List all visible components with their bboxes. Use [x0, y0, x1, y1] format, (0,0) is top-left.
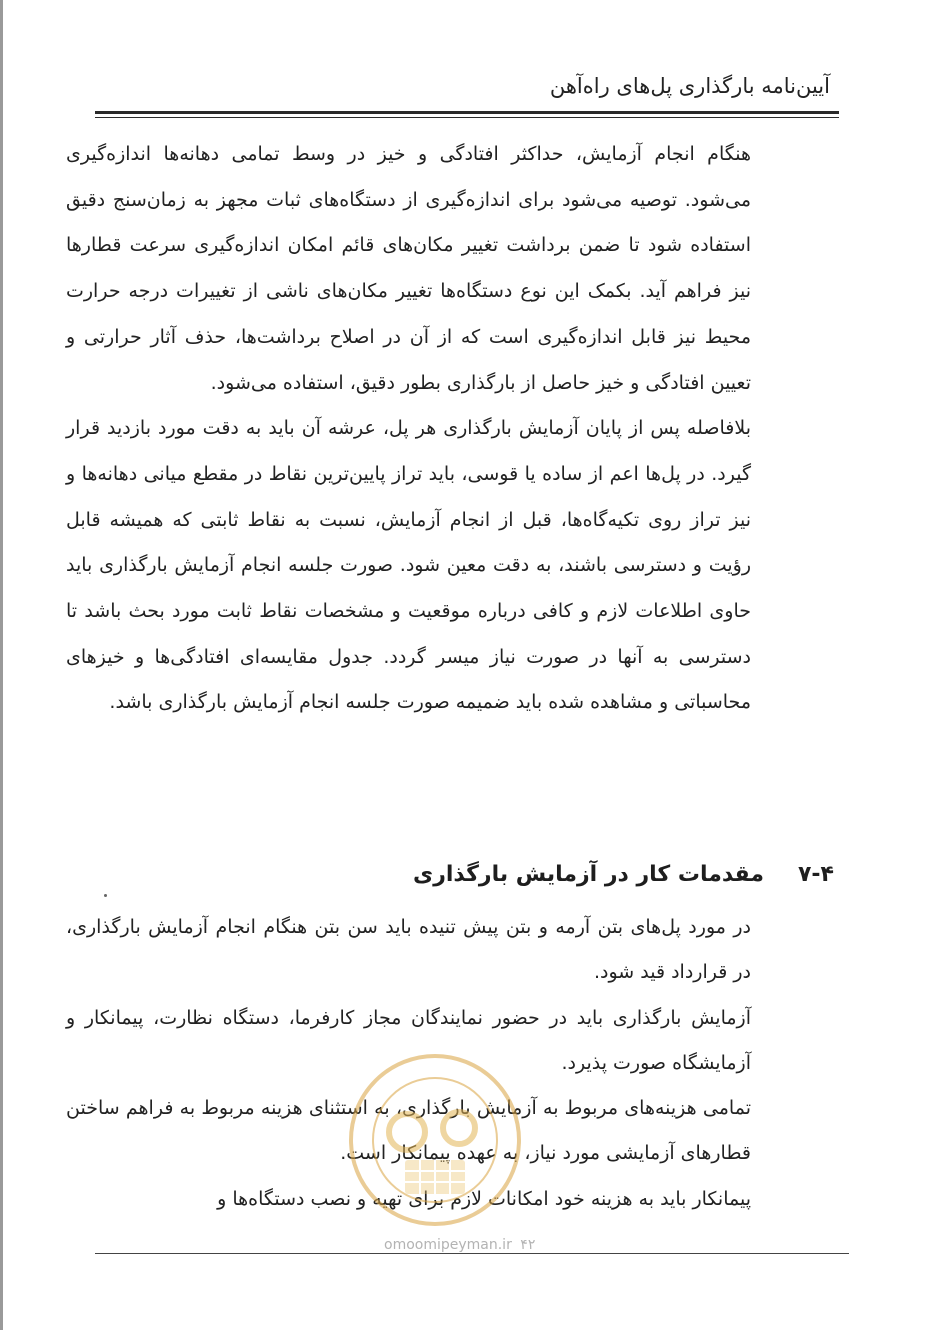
section-number: ۷-۴ [798, 862, 834, 887]
speck-mark [104, 894, 107, 897]
paragraph: بلافاصله پس از پایان آزمایش بارگذاری هر پل، عرشه آن باید به دقت مورد بازدید قرار گیرد. در پل‌ها اعم از ساده یا قوسی، باید تراز پایین‌ترین نقاط در مقطع میانی دهانه‌ها و نیز تراز روی تکیه‌گاه‌ها، قبل از انجام آزمایش، نسبت به نقاط ثابتی که همیشه قابل رؤیت و دسترسی باشند، به دقت معین شود. صورت جلسه انجام آزمایش بارگذاری باید حاوی اطلاعات لازم و کافی درباره موقعیت و مشخصات نقاط ثابت مورد بحث باشد تا دسترسی به آنها در صورت نیاز میسر گردد. جدول مقایسه‌ای افتادگی‌ها و خیزهای محاسباتی و مشاهده شده باید ضمیمه صورت جلسه انجام آزمایش بارگذاری باشد. [66, 417, 751, 714]
section-heading [274, 862, 834, 887]
page-number: ۴۲ [520, 1237, 536, 1253]
paragraph: در مورد پل‌های بتن آرمه و بتن پیش تنیده باید سن بتن هنگام انجام آزمایش بارگذاری، در قرارداد قید شود. [66, 916, 751, 984]
watermark-text: omoomipeyman.ir [384, 1237, 512, 1253]
footer-rule [95, 1253, 849, 1254]
page-edge-shadow [0, 0, 3, 1330]
body-section-a [66, 132, 751, 726]
section-title: مقدمات کار در آزمایش بارگذاری [413, 862, 764, 887]
header-rule-thick [95, 111, 839, 114]
running-header-title: آیین‌نامه بارگذاری پل‌های راه‌آهن [549, 74, 830, 98]
paragraph: پیمانکار باید به هزینه خود امکانات لازم برای تهیه و نصب دستگاه‌ها و [217, 1187, 751, 1210]
body-section-b [66, 905, 751, 1222]
paragraph: آزمایش بارگذاری باید در حضور نمایندگان مجاز کارفرما، دستگاه نظارت، پیمانکار و آزمایشگاه صورت پذیرد. [66, 1006, 751, 1074]
paragraph: هنگام انجام آزمایش، حداکثر افتادگی و خیز در وسط تمامی دهانه‌ها اندازه‌گیری می‌شود. توصیه می‌شود برای اندازه‌گیری از دستگاه‌های ثبات مجهز به زمان‌سنج دقیق استفاده شود تا ضمن برداشت تغییر مکان‌های قائم امکان اندازه‌گیری سرعت قطارها نیز فراهم آید. بکمک این نوع دستگاه‌ها تغییر مکان‌های ناشی از تغییرات درجه حرارت محیط نیز قابل اندازه‌گیری است که از آن در اصلاح برداشت‌ها، حذف آثار حرارتی و تعیین افتادگی و خیز حاصل از بارگذاری بطور دقیق، استفاده می‌شود. [66, 143, 751, 394]
header-rule-thin [95, 117, 839, 118]
footer-watermark-url [380, 1237, 539, 1253]
paragraph: تمامی هزینه‌های مربوط به آزمایش بارگذاری، به استثنای هزینه مربوط به فراهم ساختن قطارهای آزمایشی مورد نیاز، به عهده پیمانکار است. [66, 1097, 751, 1165]
